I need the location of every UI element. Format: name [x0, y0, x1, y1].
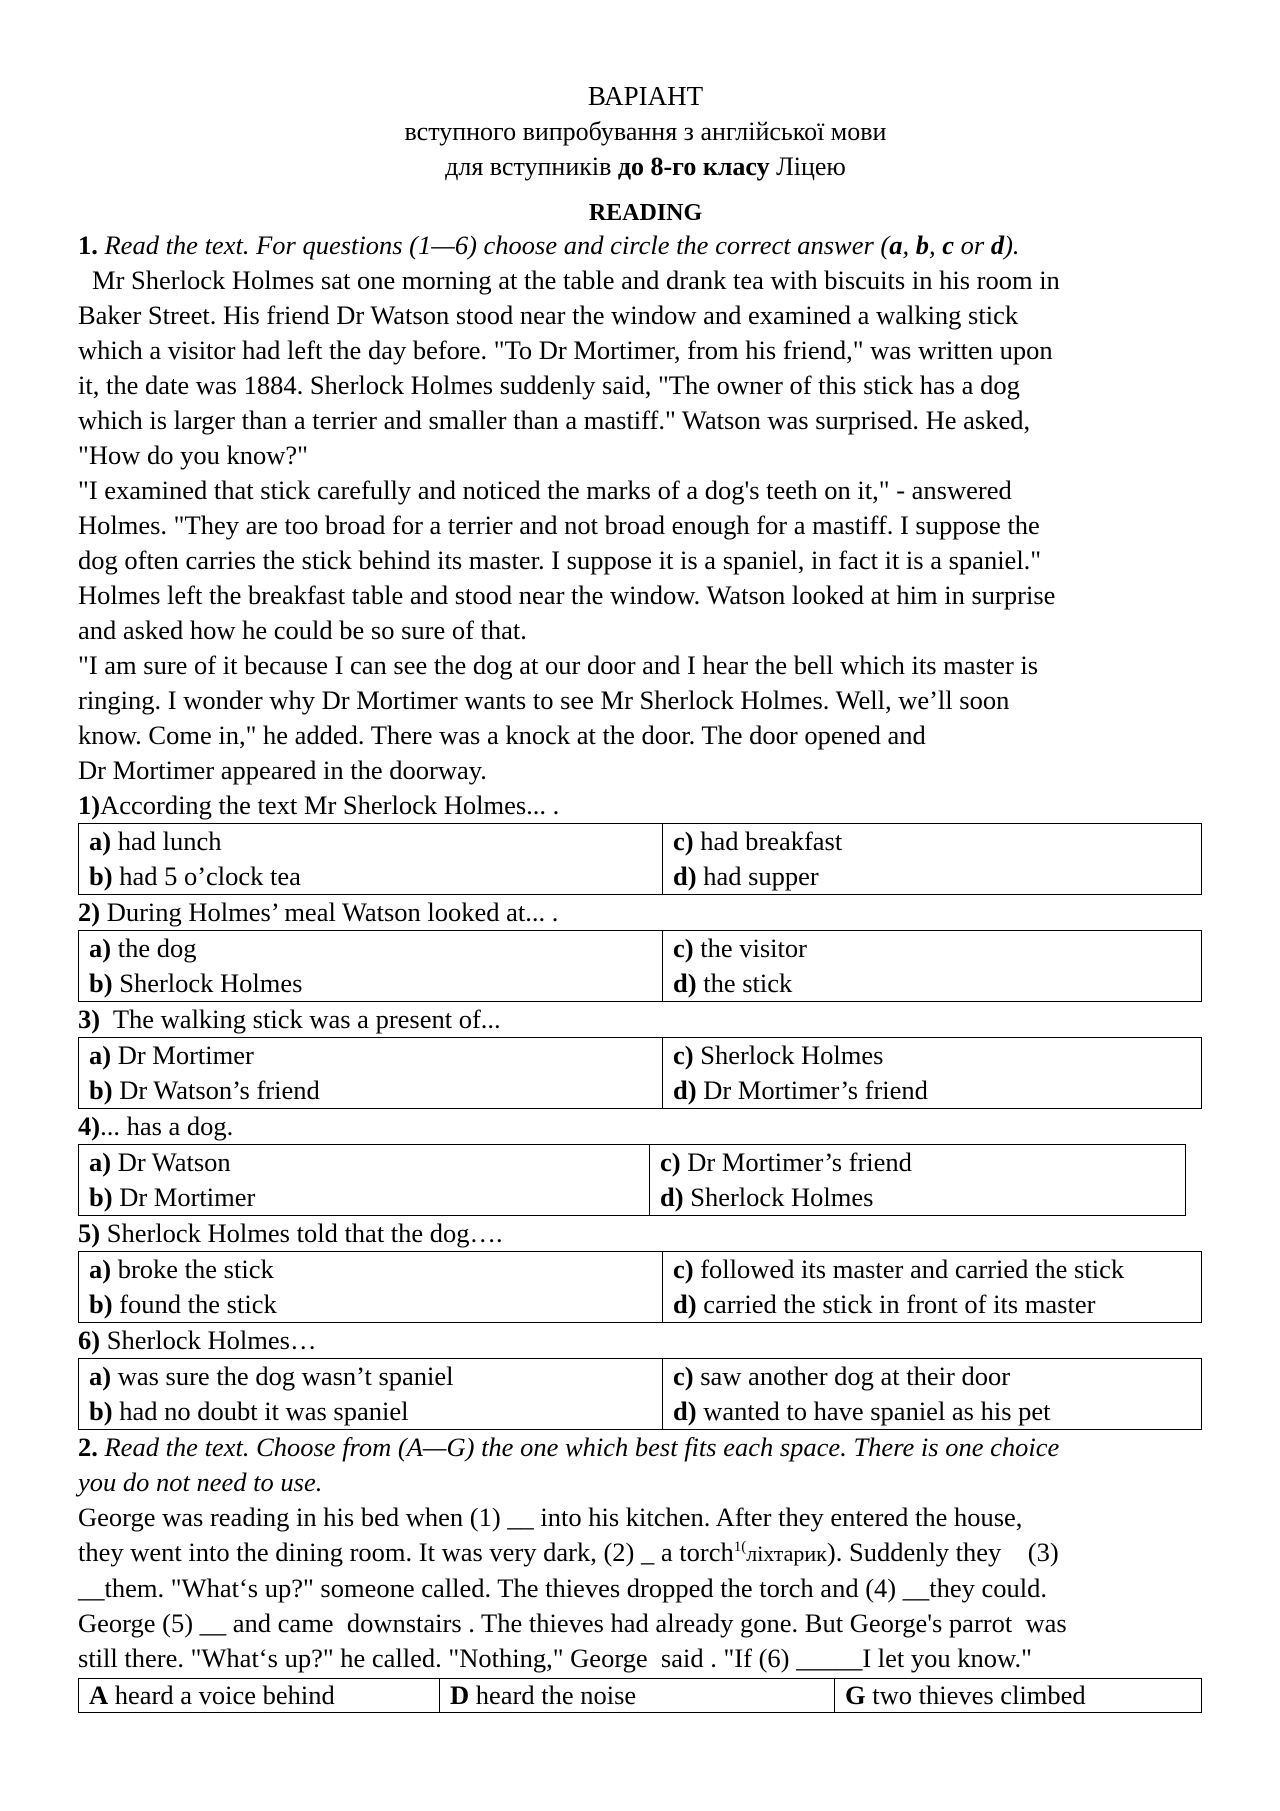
- text-line: still there. "What‘s up?" he called. "Nothing," George said . "If (6) _____I let you know.": [78, 1643, 1032, 1673]
- option-text: had no doubt it was spaniel: [119, 1396, 409, 1426]
- choice-letter: D: [450, 1680, 470, 1710]
- options-ab: [79, 1038, 663, 1109]
- task1-number: 1.: [78, 230, 98, 260]
- option-b[interactable]: b) had no doubt it was spaniel: [89, 1396, 409, 1426]
- option-text: had breakfast: [700, 826, 843, 856]
- task2-instr-line1: Read the text. Choose from (A—G) the one which best fits each space. There is one choice: [97, 1432, 1060, 1462]
- question-number: 3): [78, 1004, 101, 1034]
- text-line: Mr Sherlock Holmes sat one morning at the table and drank tea with biscuits in his room in: [92, 265, 1060, 295]
- option-a[interactable]: a) Dr Watson: [89, 1147, 231, 1177]
- option-c[interactable]: c) Dr Mortimer’s friend: [660, 1147, 912, 1177]
- text-line: Holmes left the breakfast table and stood near the window. Watson looked at him in surprise: [78, 580, 1056, 610]
- option-a[interactable]: a) Dr Mortimer: [89, 1040, 254, 1070]
- question-3: [78, 1002, 1213, 1037]
- options-cd: [663, 931, 1202, 1002]
- text-line: Holmes. "They are too broad for a terrier and not broad enough for a mastiff. I suppose the: [78, 510, 1040, 540]
- option-d[interactable]: d) wanted to have spaniel as his pet: [673, 1396, 1051, 1426]
- text-line: know. Come in," he added. There was a knock at the door. The door opened and: [78, 720, 926, 750]
- instr-b: b: [915, 230, 930, 260]
- page-title: ВАРІАНТ: [587, 81, 704, 111]
- task2-text: [78, 1500, 1213, 1676]
- answer-table-4: [78, 1144, 1186, 1216]
- option-c[interactable]: c) followed its master and carried the stick: [673, 1254, 1125, 1284]
- grade-pre: для вступників: [445, 152, 618, 181]
- option-b[interactable]: b) Sherlock Holmes: [89, 968, 303, 998]
- instr-c: c: [942, 230, 955, 260]
- option-text: the stick: [703, 968, 793, 998]
- question-text: Sherlock Holmes…: [100, 1325, 317, 1355]
- options-ab: [79, 1145, 650, 1216]
- question-text: During Holmes’ meal Watson looked at... .: [100, 897, 559, 927]
- instr-a: a: [889, 230, 903, 260]
- option-a[interactable]: a) broke the stick: [89, 1254, 274, 1284]
- text-line: it, the date was 1884. Sherlock Holmes suddenly said, "The owner of this stick has a dog: [78, 370, 1020, 400]
- option-text: had lunch: [117, 826, 222, 856]
- choice-text: heard a voice behind: [108, 1680, 335, 1710]
- question-number: 5): [78, 1218, 101, 1248]
- option-text: the visitor: [700, 933, 807, 963]
- option-d[interactable]: d) the stick: [673, 968, 793, 998]
- text-line: which a visitor had left the day before. "To Dr Mortimer, from his friend," was written upon: [78, 335, 1053, 365]
- instr-d: d: [990, 230, 1005, 260]
- grade-bold: до 8-го класу: [617, 152, 770, 181]
- options-ab: [79, 1252, 663, 1323]
- answer-table-6: [78, 1358, 1202, 1430]
- choice-a[interactable]: [79, 1679, 440, 1713]
- option-text: Sherlock Holmes: [700, 1040, 884, 1070]
- option-d[interactable]: d) carried the stick in front of its master: [673, 1289, 1096, 1319]
- question-2: [78, 895, 1213, 930]
- option-text: wanted to have spaniel as his pet: [703, 1396, 1051, 1426]
- options-ab: [79, 931, 663, 1002]
- grade-post: Ліцею: [769, 152, 846, 181]
- option-text: Dr Watson: [117, 1147, 231, 1177]
- instr-sep2: ,: [929, 230, 943, 260]
- option-text: Dr Mortimer’s friend: [687, 1147, 912, 1177]
- question-text: The walking stick was a present of...: [100, 1004, 501, 1034]
- options-cd: [650, 1145, 1186, 1216]
- text-fragment: ). Suddenly they (3): [826, 1537, 1059, 1567]
- text-line: and asked how he could be so sure of that.: [78, 615, 527, 645]
- option-text: Sherlock Holmes: [690, 1182, 874, 1212]
- text-line: ringing. I wonder why Dr Mortimer wants to see Mr Sherlock Holmes. Well, we’ll soon: [78, 685, 1010, 715]
- text-line: George (5) __ and came downstairs . The thieves had already gone. But George's parrot was: [78, 1608, 1067, 1638]
- question-text: Sherlock Holmes told that the dog….: [100, 1218, 503, 1248]
- option-b[interactable]: b) had 5 o’clock tea: [89, 861, 301, 891]
- question-text: ... has a dog.: [100, 1111, 234, 1141]
- option-text: saw another dog at their door: [700, 1361, 1011, 1391]
- option-text: carried the stick in front of its master: [703, 1289, 1096, 1319]
- answer-table-5: [78, 1251, 1202, 1323]
- options-cd: [663, 1038, 1202, 1109]
- option-c[interactable]: c) Sherlock Holmes: [673, 1040, 884, 1070]
- subtitle-line: вступного випробування з англійської мови: [404, 117, 887, 146]
- option-text: Dr Mortimer: [117, 1040, 254, 1070]
- option-text: found the stick: [119, 1289, 277, 1319]
- footnote-mark: 1(: [733, 1539, 747, 1556]
- option-b[interactable]: b) Dr Watson’s friend: [89, 1075, 320, 1105]
- option-d[interactable]: d) Sherlock Holmes: [660, 1182, 874, 1212]
- reading-text: [78, 263, 1213, 788]
- choices-table: [78, 1678, 1202, 1713]
- option-a[interactable]: a) had lunch: [89, 826, 222, 856]
- task1-instruction: [78, 228, 1213, 263]
- instr-or: or: [954, 230, 991, 260]
- options-cd: [663, 1252, 1202, 1323]
- answer-table-3: [78, 1037, 1202, 1109]
- text-line: George was reading in his bed when (1) __ into his kitchen. After they entered the house,: [78, 1502, 1023, 1532]
- option-text: Dr Mortimer’s friend: [703, 1075, 928, 1105]
- choice-text: two thieves climbed: [865, 1680, 1086, 1710]
- option-c[interactable]: c) had breakfast: [673, 826, 843, 856]
- text-line: "I am sure of it because I can see the dog at our door and I hear the bell which its master is: [78, 650, 1039, 680]
- option-text: the dog: [117, 933, 197, 963]
- task2-number: 2.: [78, 1432, 98, 1462]
- subtitle-line-grade: [78, 149, 1213, 184]
- option-text: Dr Mortimer: [119, 1182, 256, 1212]
- option-text: broke the stick: [117, 1254, 274, 1284]
- option-c[interactable]: c) saw another dog at their door: [673, 1361, 1011, 1391]
- option-text: followed its master and carried the stick: [700, 1254, 1125, 1284]
- option-text: Sherlock Holmes: [119, 968, 303, 998]
- answer-table-2: [78, 930, 1202, 1002]
- options-cd: [663, 1359, 1202, 1430]
- question-5: [78, 1216, 1213, 1251]
- option-d[interactable]: d) Dr Mortimer’s friend: [673, 1075, 928, 1105]
- text-line: which is larger than a terrier and smaller than a mastiff." Watson was surprised. He asked,: [78, 405, 1031, 435]
- instr-post: ).: [1004, 230, 1020, 260]
- question-text: According the text Mr Sherlock Holmes... .: [100, 790, 560, 820]
- section-title: READING: [588, 200, 703, 226]
- text-line: "I examined that stick carefully and noticed the marks of a dog's teeth on it," - answered: [78, 475, 1012, 505]
- task2-instr-line2: you do not need to use.: [78, 1467, 323, 1497]
- task1-instr-pre: Read the text. For questions (1—6) choose and circle the correct answer (: [97, 230, 890, 260]
- ukrainian-gloss: ліхтарик: [746, 1541, 827, 1566]
- text-line: __them. "What‘s up?" someone called. The thieves dropped the torch and (4) __they could.: [78, 1573, 1047, 1603]
- question-number: 2): [78, 897, 101, 927]
- choice-letter: G: [845, 1680, 866, 1710]
- option-text: had 5 o’clock tea: [119, 861, 301, 891]
- option-text: was sure the dog wasn’t spaniel: [117, 1361, 454, 1391]
- options-ab: [79, 824, 663, 895]
- instr-sep1: ,: [902, 230, 916, 260]
- question-1: [78, 788, 1213, 823]
- option-text: had supper: [703, 861, 819, 891]
- answer-table-1: [78, 823, 1202, 895]
- option-a[interactable]: a) the dog: [89, 933, 197, 963]
- choice-text: heard the noise: [469, 1680, 637, 1710]
- text-line: Baker Street. His friend Dr Watson stood near the window and examined a walking stick: [78, 300, 1019, 330]
- question-4: [78, 1109, 1213, 1144]
- options-ab: [79, 1359, 663, 1430]
- option-b[interactable]: b) Dr Mortimer: [89, 1182, 256, 1212]
- question-number: 6): [78, 1325, 101, 1355]
- choice-d[interactable]: [440, 1679, 835, 1713]
- choice-g[interactable]: [835, 1679, 1202, 1713]
- option-d[interactable]: d) had supper: [673, 861, 819, 891]
- question-6: [78, 1323, 1213, 1358]
- options-cd: [663, 824, 1202, 895]
- option-b[interactable]: b) found the stick: [89, 1289, 277, 1319]
- text-line: Dr Mortimer appeared in the doorway.: [78, 755, 487, 785]
- option-text: Dr Watson’s friend: [119, 1075, 320, 1105]
- text-fragment: they went into the dining room. It was very dark, (2) _ a torch: [78, 1537, 734, 1567]
- text-line: dog often carries the stick behind its master. I suppose it is a spaniel, in fact it is a spaniel.": [78, 545, 1042, 575]
- question-number: 4): [78, 1111, 101, 1141]
- option-a[interactable]: a) was sure the dog wasn’t spaniel: [89, 1361, 454, 1391]
- test-page: [78, 78, 1213, 1713]
- question-number: 1): [78, 790, 101, 820]
- text-line: "How do you know?": [78, 440, 308, 470]
- text-line: [78, 1535, 1213, 1571]
- option-c[interactable]: c) the visitor: [673, 933, 807, 963]
- task2-instruction: [78, 1430, 1213, 1465]
- choice-letter: A: [89, 1680, 109, 1710]
